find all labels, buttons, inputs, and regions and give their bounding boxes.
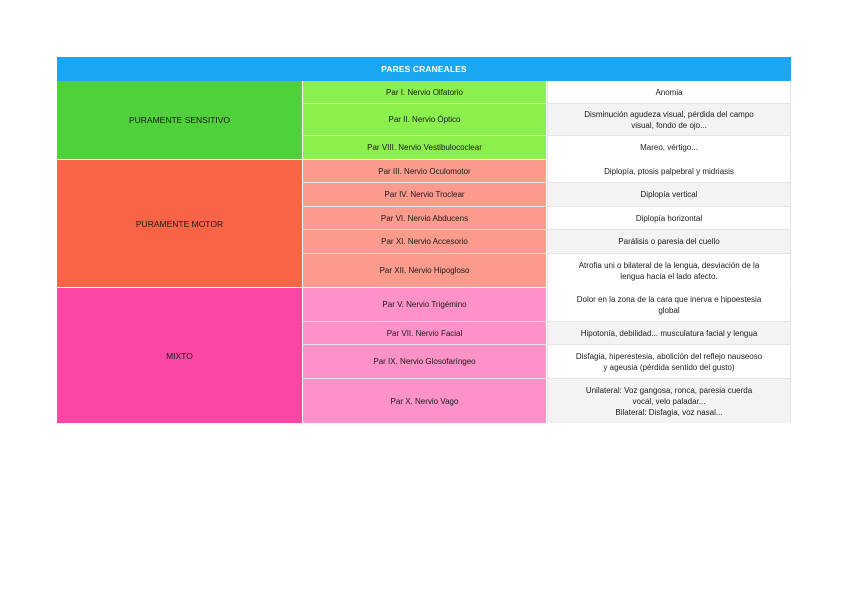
clinic-cell: Dolor en la zona de la cara que inerva e hipoestesia global xyxy=(547,288,791,321)
group-puramente-sensitivo xyxy=(57,81,791,160)
group-rows xyxy=(303,288,791,423)
nerve-cell: Par X. Nervio Vago xyxy=(303,379,547,423)
nerve-cell: Par III. Nervio Oculomotor xyxy=(303,160,547,182)
table-row xyxy=(303,81,791,104)
group-rows xyxy=(303,160,791,287)
table-title: PARES CRANEALES xyxy=(57,57,791,81)
clinic-cell: Hipotonía, debilidad... musculatura facial y lengua xyxy=(547,322,791,344)
group-puramente-motor xyxy=(57,160,791,288)
group-label-motor: PURAMENTE MOTOR xyxy=(57,160,303,287)
table-row xyxy=(303,183,791,207)
group-rows xyxy=(303,81,791,159)
group-label-mixto: MIXTO xyxy=(57,288,303,423)
clinic-cell: Disfagia, hiperestesia, abolición del reflejo nauseoso y ageusia (pérdida sentido del gusto) xyxy=(547,345,791,378)
nerve-cell: Par VIII. Nervio Vestibulococlear xyxy=(303,136,547,159)
nerve-cell: Par XI. Nervio Accesorio xyxy=(303,230,547,253)
clinic-cell: Atrofia uni o bilateral de la lengua, desviación de la lengua hacia el lado afecto. xyxy=(547,254,791,287)
table-row xyxy=(303,379,791,423)
table-row xyxy=(303,207,791,230)
clinic-cell: Diplopía horizontal xyxy=(547,207,791,229)
table-row xyxy=(303,345,791,379)
nerve-cell: Par V. Nervio Trigémino xyxy=(303,288,547,321)
table-row xyxy=(303,322,791,345)
clinic-cell: Mareo, vértigo... xyxy=(547,136,791,159)
nerve-cell: Par IX. Nervio Glosofaríngeo xyxy=(303,345,547,378)
cranial-nerves-table xyxy=(57,57,791,424)
clinic-cell: Unilateral: Voz gangosa, ronca, paresia cuerda vocal, velo paladar... Bilateral: Disfagia, voz nasal... xyxy=(547,379,791,423)
clinic-cell: Disminución agudeza visual, pérdida del campo visual, fondo de ojo... xyxy=(547,104,791,135)
nerve-cell: Par I. Nervio Olfatorio xyxy=(303,81,547,103)
nerve-cell: Par XII. Nervio Hipogloso xyxy=(303,254,547,287)
nerve-cell: Par II. Nervio Óptico xyxy=(303,104,547,135)
group-mixto xyxy=(57,288,791,424)
clinic-cell: Diplopía vertical xyxy=(547,183,791,206)
clinic-cell: Diplopía, ptosis palpebral y midriasis xyxy=(547,160,791,182)
table-row xyxy=(303,254,791,287)
clinic-cell: Anomia xyxy=(547,81,791,103)
table-row xyxy=(303,160,791,183)
group-label-sensitivo: PURAMENTE SENSITIVO xyxy=(57,81,303,159)
nerve-cell: Par VI. Nervio Abducens xyxy=(303,207,547,229)
table-row xyxy=(303,136,791,159)
table-row xyxy=(303,288,791,322)
table-row xyxy=(303,104,791,136)
nerve-cell: Par IV. Nervio Troclear xyxy=(303,183,547,206)
clinic-cell: Parálisis o paresia del cuello xyxy=(547,230,791,253)
nerve-cell: Par VII. Nervio Facial xyxy=(303,322,547,344)
table-row xyxy=(303,230,791,254)
